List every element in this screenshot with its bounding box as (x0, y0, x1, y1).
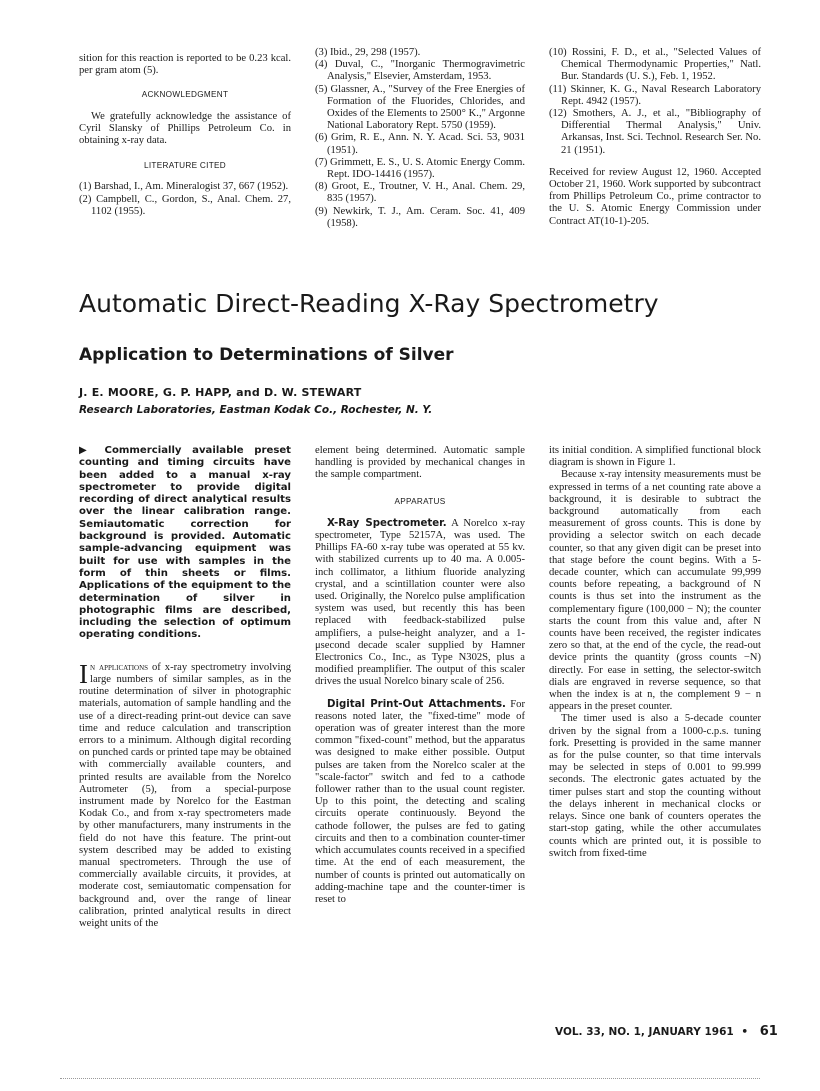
reference-item: (10) Rossini, F. D., et al., "Selected Values of Chemical Thermodynamic Properties," Natl. Bur. Standards (U. S.), Feb. 1, 1952. (549, 47, 761, 83)
reference-item: (11) Skinner, K. G., Naval Research Laboratory Rept. 4942 (1957). (549, 83, 761, 107)
xray-spectrometer-text: A Norelco x-ray spectrometer, Type 52157A, was used. The Phillips FA-60 x-ray tube was operated at 55 kv. with stabilized currents up to 40 ma. A 0.005-inch collimator, a lithium fluoride analyzing crystal, and a scintillation counter were also used. Originally, the Norelco pulse amplification system was used, but recently this has been replaced with feedback-stabilized pulse amplifiers, a pulse-height analyzer, and a 1-μsecond decade scaler supplied by Hamner Electronics Co., Inc., as Type N302S, plus a modified preamplifier. The output of this scaler drives the usual Norelco binary scale of 256. (315, 517, 525, 688)
journal-citation: VOL. 33, NO. 1, JANUARY 1961 (555, 1026, 734, 1038)
reference-item: (4) Duval, C., "Inorganic Thermogravimetric Analysis," Elsevier, Amsterdam, 1953. (315, 59, 525, 83)
literature-cited-heading: LITERATURE CITED (144, 161, 226, 171)
digital-printout-subheading: Digital Print-Out Attachments. (327, 698, 506, 710)
previous-article-column-1 (79, 53, 291, 218)
previous-article-column-2 (315, 47, 525, 230)
page-footer (555, 1024, 778, 1039)
body-column-2 (315, 445, 525, 906)
bleed-through-edge (60, 1078, 760, 1080)
reference-item: (6) Grim, R. E., Ann. N. Y. Acad. Sci. 53, 9031 (1951). (315, 132, 525, 156)
reference-item: (3) Ibid., 29, 298 (1957). (315, 47, 421, 58)
body-column-3 (549, 445, 761, 860)
body-column-1 (79, 445, 291, 930)
previous-article-column-3 (549, 47, 761, 228)
reference-item: (2) Campbell, C., Gordon, S., Anal. Chem. 27, 1102 (1955). (79, 193, 291, 217)
reference-item: (5) Glassner, A., "Survey of the Free Energies of Formation of the Fluorides, Chlorides, and Oxides of the Elements to 2500° K.," Argonne National Laboratory Rept. 5750 (1959). (315, 83, 525, 132)
drop-cap: I (79, 658, 88, 689)
article-affiliation: Research Laboratories, Eastman Kodak Co., Rochester, N. Y. (79, 404, 433, 416)
xray-spectrometer-subheading: X-Ray Spectrometer. (327, 517, 447, 529)
paragraph: its initial condition. A simplified functional block diagram is shown in Figure 1. (549, 445, 761, 469)
article-authors: J. E. MOORE, G. P. HAPP, and D. W. STEWART (79, 386, 362, 399)
reference-item: (8) Groot, E., Troutner, V. H., Anal. Chem. 29, 835 (1957). (315, 181, 525, 205)
digital-printout-text: For reasons noted later, the "fixed-time" mode of operation was of greater interest than the more common "fixed-count" method, but the apparatus was designed to make either possible. Output pulses are taken from the Norelco scaler at the "scale-factor" switch and fed to a cathode follower rather than to the usual count register. Up to this point, the detecting and scaling circuits operate continuously. Beyond the cathode follower, the pulses are fed to gating circuits and then to a combination counter-timer which accumulates counts received in a specified time. At the end of each measurement, the number of counts is printed out automatically on adding-machine tape and the counter-timer is reset to (315, 698, 525, 905)
reference-item: (12) Smothers, A. J., et al., "Bibliography of Differential Thermal Analysis," Univ. Arkansas, Inst. Sci. Technol. Research Ser. No. 21 (1951). (549, 108, 761, 156)
page-number: 61 (759, 1024, 778, 1039)
reference-item: (7) Grimmett, E. S., U. S. Atomic Energy Comm. Rept. IDO-14416 (1957). (315, 156, 525, 181)
intro-paragraph (79, 658, 291, 930)
intro-lead-in: n applications (90, 661, 149, 673)
article-title: Automatic Direct-Reading X-Ray Spectrometry (79, 289, 659, 318)
acknowledgment-heading: ACKNOWLEDGMENT (141, 90, 229, 100)
intro-text: of x-ray spectrometry involving large numbers of similar samples, as in the routine determination of silver in photographic materials, automation of sample handling and the use of a direct-reading print-out device can save time and reduce calculation and transcription errors to a minimum. Although digital recording on punched cards or printed tape may be obtained with commercially available counters, and printed results are available from the Norelco Autrometer (5), from a special-purpose instrument made by Norelco for the Eastman Kodak Co., and from x-ray spectrometers made by other manufacturers, many instruments in the field do not have this feature. The print-out system described may be added to existing manual spectrometers. Through the use of commercially available circuits, it provides, at moderate cost, semiautomatic compensation for background and, over the range of linear calibration, printed analytical results in direct weight units of the (79, 661, 291, 930)
acknowledgment-text: We gratefully acknowledge the assistance of Cyril Slansky of Phillips Petroleum Co. in obtaining x-ray data. (79, 110, 291, 147)
carryover-text: element being determined. Automatic sample handling is provided by mechanical changes in the sample compartment. (315, 445, 525, 481)
received-note: Received for review August 12, 1960. Accepted October 21, 1960. Work supported by subcontract from Phillips Petroleum Co., prime contractor to the U. S. Atomic Energy Commission under Contract AT(10-1)-205. (549, 166, 761, 227)
paragraph: Because x-ray intensity measurements must be expressed in terms of a net counting rate above a background, it is desirable to subtract the background automatically from each measurement of gross counts. This is done by providing a selector switch on each decade counter, so that any given digit can be preset into that stage before the count begins. With a 5-decade counter, which can accumulate 99,999 counts before repeating, a background of N counts is thus set into the instrument as the complementary figure (100,000 − N); the counter starts the count from this value and, after N counts have been received, the register indicates zero so that, at the end of the cycle, the read-out device prints the quantity (gross counts −N) directly. For ease in setting, the selector-switch dials are engraved in reverse sequence, so that when the index is at n, the complement 9 − n appears in the preset counter. (549, 469, 761, 713)
paragraph: The timer used is also a 5-decade counter driven by the signal from a 1000-c.p.s. tuning fork. Presetting is provided in the same manner as for the pulse counter, so that time intervals may be selected in steps of 0.001 to 99.999 seconds. The electronic gates actuated by the timer pulses start and stop the counting without the delays inherent in mechanical clocks or relays. Since one bank of counters operates the start-stop gating, while the other accumulates counts which are printed out, it is possible to switch from fixed-time (549, 713, 761, 859)
reference-item: (1) Barshad, I., Am. Mineralogist 37, 667 (1952). (79, 181, 289, 193)
apparatus-heading: APPARATUS (394, 496, 446, 506)
footer-bullet: • (741, 1026, 749, 1038)
abstract: ▶ Commercially available preset counting and timing circuits have been added to a manual x-ray spectrometer to provide digital recording of direct analytical results over the linear calibration range. Semiautomatic correction for background is provided. Automatic sample-advancing equipment was built for use with samples in the form of thin sheets or films. Applications of the equipment to the determination of silver in photographic films are described, including the selection of optimum operating conditions. (79, 445, 291, 641)
reference-item: (9) Newkirk, T. J., Am. Ceram. Soc. 41, 409 (1958). (315, 205, 525, 229)
xray-spectrometer-paragraph (315, 518, 525, 689)
digital-printout-paragraph (315, 699, 525, 906)
article-subtitle: Application to Determinations of Silver (79, 345, 454, 365)
carryover-text: sition for this reaction is reported to be 0.23 kcal. per gram atom (5). (79, 53, 291, 77)
